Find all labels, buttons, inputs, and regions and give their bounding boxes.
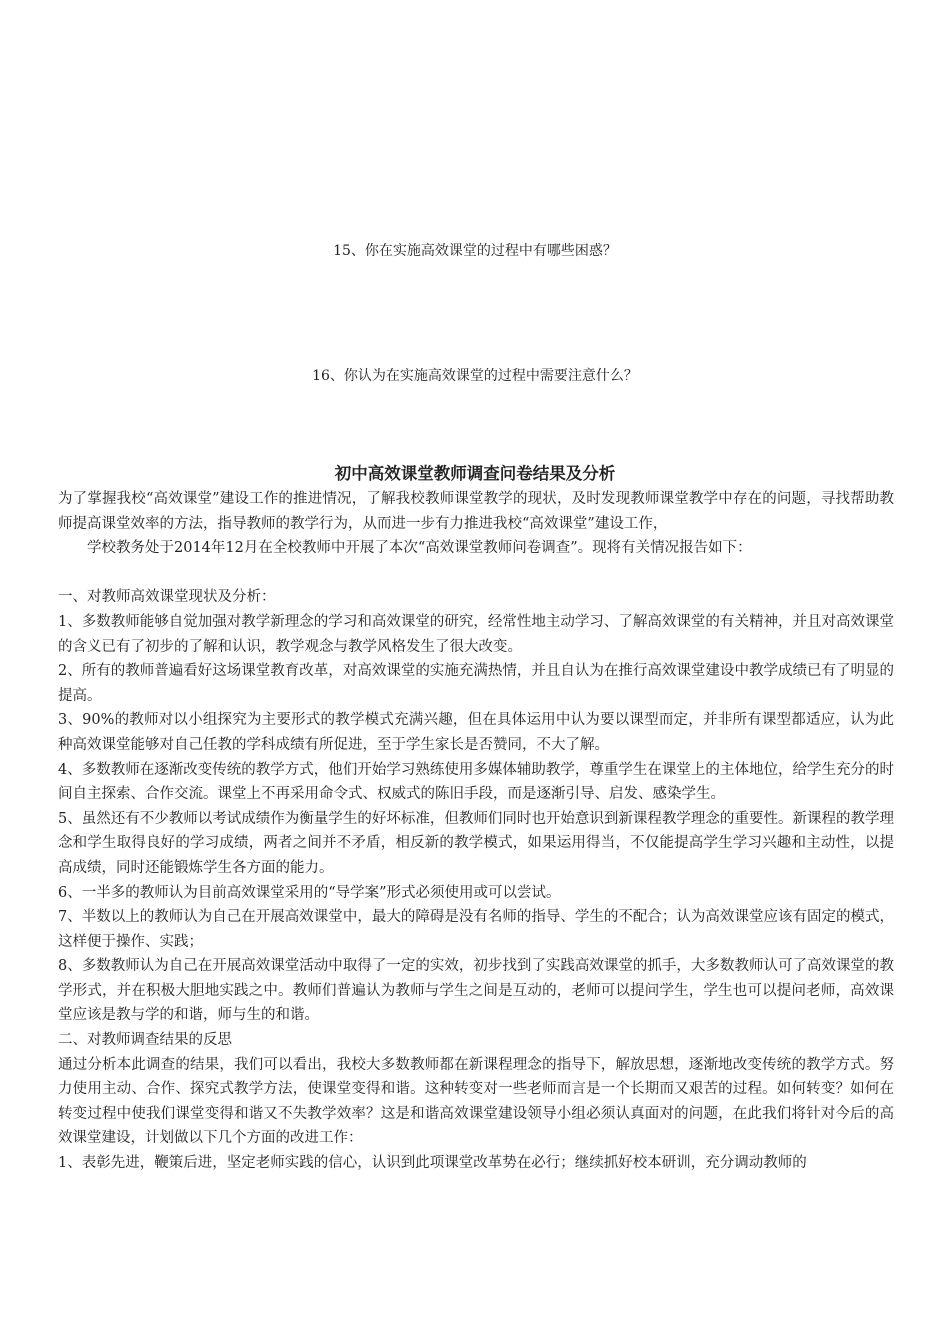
blank-line — [58, 561, 894, 586]
intro-paragraph: 为了掌握我校“高效课堂”建设工作的推进情况，了解我校教师课堂教学的现状，及时发现教师课堂教学中存在的问题，寻找帮助教师提高课堂效率的方法，指导教师的教学行为，从而进一步有力推进我校“高效课堂”建设工作， — [58, 491, 894, 532]
list-item: 1、多数教师能够自觉加强对教学新理念的学习和高效课堂的研究，经常性地主动学习、了解高效课堂的有关精神，并且对高效课堂的含义已有了初步的了解和认识，教学观念与教学风格发生了很大改变。 — [58, 613, 894, 655]
intro-paragraph: 学校教务处于2014年12月在全校教师中开展了本次“高效课堂教师问卷调查”。现将有关情况报告如下： — [87, 540, 752, 557]
list-item: 8、多数教师认为自己在开展高效课堂活动中取得了一定的实效，初步找到了实践高效课堂的抓手，大多数教师认可了高效课堂的教学形式，并在积极大胆地实践之中。教师们普遍认为教师与学生之间是互动的，老师可以提问学生，学生也可以提问老师，高效课堂应该是教与学的和谐，师与生的和谐。 — [58, 958, 894, 1024]
question-15: 15、你在实施高效课堂的过程中有哪些困惑？ — [333, 243, 617, 259]
question-16: 16、你认为在实施高效课堂的过程中需要注意什么？ — [312, 368, 638, 384]
list-item: 2、所有的教师普遍看好这场课堂教育改革，对高效课堂的实施充满热情，并且自认为在推行高效课堂建设中教学成绩已有了明显的提高。 — [58, 663, 894, 704]
document-title: 初中高效课堂教师调查问卷结果及分析 — [334, 464, 616, 483]
document-body — [58, 487, 894, 1176]
section-heading: 二、对教师调查结果的反思 — [58, 1032, 232, 1049]
list-item: 7、半数以上的教师认为自己在开展高效课堂中，最大的障碍是没有名师的指导、学生的不配合；认为高效课堂应该有固定的模式，这样便于操作、实践； — [58, 909, 894, 950]
list-item: 5、虽然还有不少教师以考试成绩作为衡量学生的好坏标准，但教师们同时也开始意识到新课程教学理念的重要性。新课程的教学理念和学生取得良好的学习成绩，两者之间并不矛盾，相反新的教学模式，如果运用得当，不仅能提高学生学习兴趣和主动性，以提高成绩，同时还能锻炼学生各方面的能力。 — [58, 810, 894, 876]
list-item: 4、多数教师在逐渐改变传统的教学方式，他们开始学习熟练使用多媒体辅助教学，尊重学生在课堂上的主体地位，给学生充分的时间自主探索、合作交流。课堂上不再采用命令式、权威式的陈旧手段，而是逐渐引导、启发、感染学生。 — [58, 761, 894, 803]
section-heading: 一、对教师高效课堂现状及分析： — [58, 589, 276, 606]
list-item: 6、一半多的教师认为目前高效课堂采用的“导学案”形式必须使用或可以尝试。 — [58, 884, 561, 901]
reflection-paragraph: 通过分析本此调查的结果，我们可以看出，我校大多数教师都在新课程理念的指导下，解放思想，逐渐地改变传统的教学方式。努力使用主动、合作、探究式教学方法，使课堂变得和谐。这种转变对一些老师而言是一个长期而又艰苦的过程。如何转变？如何在转变过程中使我们课堂变得和谐又不失教学效率？这是和谐高效课堂建设领导小组必须认真面对的问题，在此我们将针对今后的高效课堂建设，计划做以下几个方面的改进工作： — [58, 1056, 894, 1147]
list-item: 1、表彰先进，鞭策后进，坚定老师实践的信心，认识到此项课堂改革势在必行；继续抓好校本研训，充分调动教师的 — [58, 1155, 807, 1172]
list-item: 3、90%的教师对以小组探究为主要形式的教学模式充满兴趣，但在具体运用中认为要以课型而定，并非所有课型都适应，认为此种高效课堂能够对自己任教的学科成绩有所促进，至于学生家长是否赞同，不大了解。 — [58, 712, 894, 753]
